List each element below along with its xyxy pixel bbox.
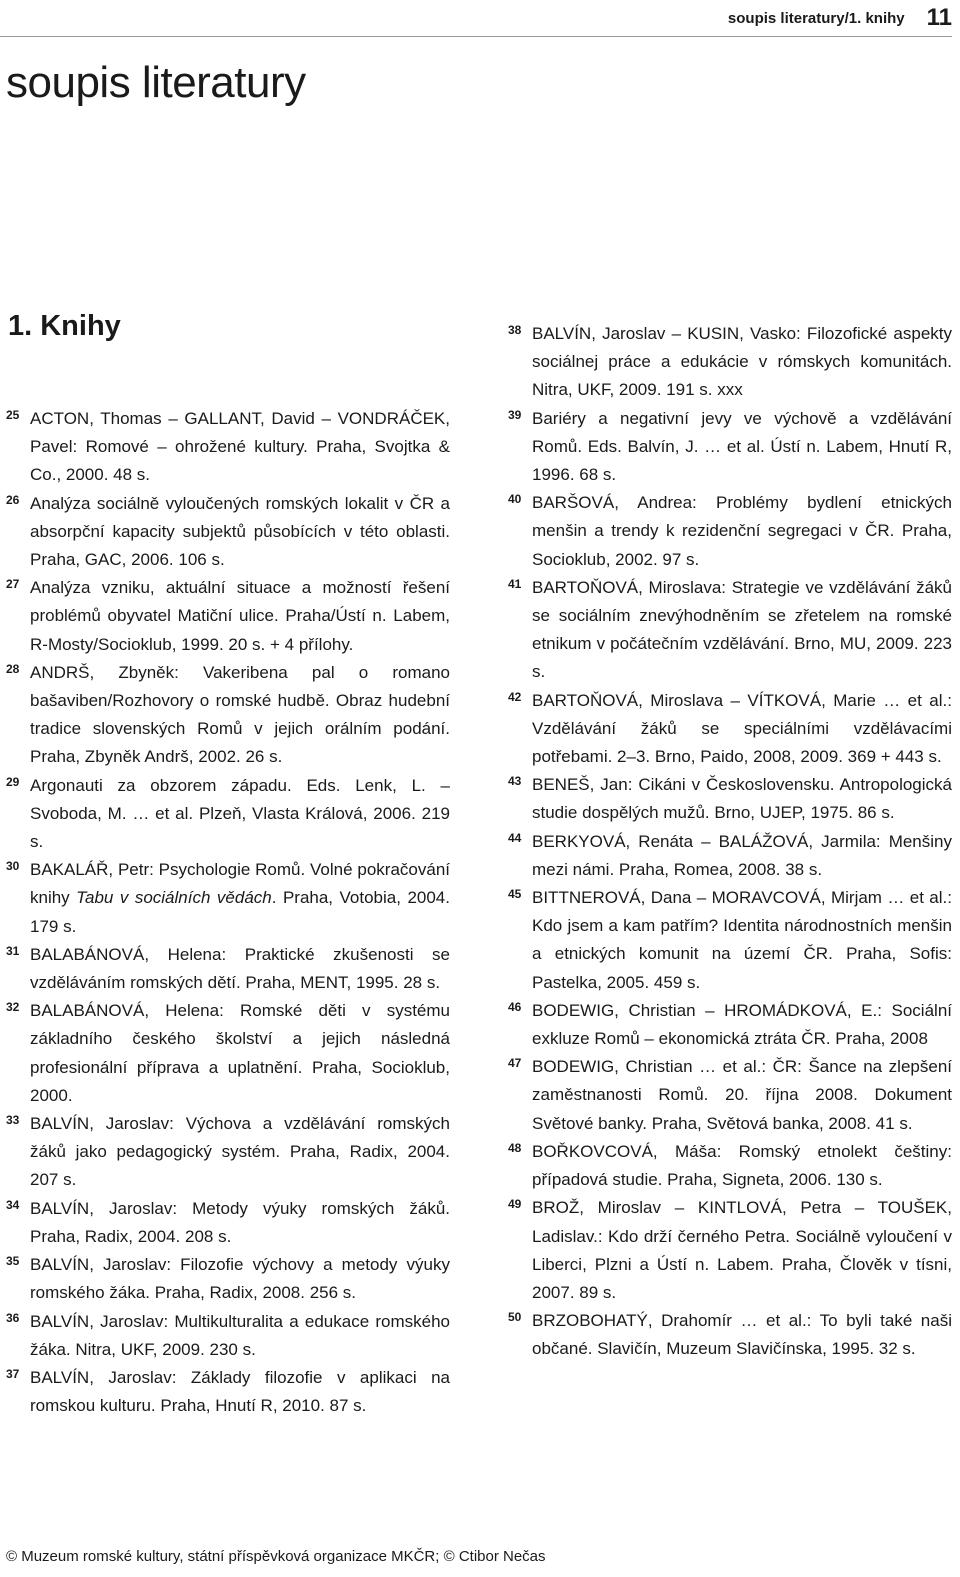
bibliography-entry [6,1364,450,1420]
entry-text: ACTON, Thomas – GALLANT, David – VONDRÁČEK, Pavel: Romové – ohrožené kultury. Praha, Svojtka & Co., 2000. 48 s. [30,409,450,485]
entry-number: 30 [6,859,20,874]
section-heading: 1. Knihy [8,310,121,342]
bibliography-entry [508,489,952,574]
entry-number: 26 [6,492,20,507]
bibliography-entry [6,1308,450,1364]
entry-number: 29 [6,774,20,789]
entry-text: BROŽ, Miroslav – KINTLOVÁ, Petra – TOUŠEK, Ladislav.: Kdo drží černého Petra. Sociálně vyloučení v Liberci, Plzni a Ústí n. Labem. Praha, Člověk v tísni, 2007. 89 s. [532,1198,952,1302]
entry-text: BRZOBOHATÝ, Drahomír … et al.: To byli také naši občané. Slavičín, Muzeum Slavičínska, 1995. 32 s. [532,1311,952,1359]
entry-number: 45 [508,887,522,902]
bibliography-entry [508,405,952,490]
entry-text: BODEWIG, Christian … et al.: ČR: Šance na zlepšení zaměstnanosti Romů. 20. října 2008. Dokument Světové banky. Praha, Světová banka, 2008. 41 s. [532,1057,952,1133]
entry-number: 43 [508,774,522,789]
bibliography-entry [508,771,952,827]
entry-text: BARTOŇOVÁ, Miroslava – VÍTKOVÁ, Marie … et al.: Vzdělávání žáků se speciálními vzdělávacími potřebami. 2–3. Brno, Paido, 2008, 2009. 369 + 443 s. [532,690,952,767]
entry-text: Analýza sociálně vyloučených romských lokalit v ČR a absorpční kapacity subjektů působících v této oblasti. Praha, GAC, 2006. 106 s. [30,493,450,570]
bibliography-entry [6,997,450,1110]
entry-text: BAKALÁŘ, Petr: Psychologie Romů. Volné pokračování knihy Tabu v sociálních vědách. Praha, Votobia, 2004. 179 s. [30,860,450,936]
entry-text: ANDRŠ, Zbyněk: Vakeribena pal o romano bašaviben/Rozhovory o romské hudbě. Obraz hudební tradice slovenských Romů v jejich orálním podání. Praha, Zbyněk Andrš, 2002. 26 s. [30,662,450,767]
bibliography-entry [6,1251,450,1307]
entry-text: BODEWIG, Christian – HROMÁDKOVÁ, E.: Sociální exkluze Romů – ekonomická ztráta ČR. Praha, 2008 [532,1000,952,1049]
bibliography-entry [508,1307,952,1363]
copyright-footer: © Muzeum romské kultury, státní příspěvková organizace MKČR; © Ctibor Nečas [6,1548,546,1565]
entry-number: 27 [6,577,20,592]
bibliography-entry [6,659,450,772]
bibliography-entry [508,574,952,687]
entry-text: BALVÍN, Jaroslav: Metody výuky romských žáků. Praha, Radix, 2004. 208 s. [30,1198,450,1246]
entry-text: BOŘKOVCOVÁ, Máša: Romský etnolekt češtiny: případová studie. Praha, Signeta, 2006. 130 s. [532,1141,952,1190]
entry-text: BENEŠ, Jan: Cikáni v Československu. Antropologická studie dospělých mužů. Brno, UJEP, 1975. 86 s. [532,775,952,823]
bibliography-entry [6,1110,450,1195]
entry-text: BALVÍN, Jaroslav: Filozofie výchovy a metody výuky romského žáka. Praha, Radix, 2008. 256 s. [30,1255,450,1303]
entry-number: 40 [508,492,522,507]
entry-text: BALABÁNOVÁ, Helena: Praktické zkušenosti se vzděláváním romských dětí. Praha, MENT, 1995. 28 s. [30,944,450,993]
entry-text: BITTNEROVÁ, Dana – MORAVCOVÁ, Mirjam … et al.: Kdo jsem a kam patřím? Identita národnostních menšin a etnických komunit na území ČR. Praha, Sofis: Pastelka, 2005. 459 s. [532,888,952,992]
bibliography-right-column [508,320,952,1364]
entry-text: Argonauti za obzorem západu. Eds. Lenk, L. – Svoboda, M. … et al. Plzeň, Vlasta Králová, 2006. 219 s. [30,775,450,852]
entry-text: BALVÍN, Jaroslav: Základy filozofie v aplikaci na romskou kulturu. Praha, Hnutí R, 2010. 87 s. [30,1367,450,1416]
page-header [0,0,952,37]
entry-number: 37 [6,1366,20,1381]
entry-number: 48 [508,1140,522,1155]
entry-number: 44 [508,830,522,845]
bibliography-left-column [6,405,450,1420]
entry-number: 32 [6,1000,20,1015]
bibliography-entry [508,828,952,884]
bibliography-entry [6,941,450,997]
entry-text: BALVÍN, Jaroslav – KUSIN, Vasko: Filozofické aspekty sociálnej práce a edukácie v rómskych komunitách. Nitra, UKF, 2009. 191 s. xxx [532,324,952,400]
entry-number: 28 [6,661,20,676]
entry-number: 35 [6,1254,20,1269]
entry-number: 41 [508,576,522,591]
entry-text: BALVÍN, Jaroslav: Výchova a vzdělávání romských žáků jako pedagogický systém. Praha, Radix, 2004. 207 s. [30,1114,450,1190]
entry-text: BARTOŇOVÁ, Miroslava: Strategie ve vzdělávání žáků se sociálním znevýhodněním se zřetelem na romské etnikum v počátečním vzdělávání. Brno, MU, 2009. 223 s. [532,577,952,682]
entry-text: Analýza vzniku, aktuální situace a možností řešení problémů obyvatel Matiční ulice. Praha/Ústí n. Labem, R-Mosty/Socioklub, 1999. 20 s. + 4 přílohy. [30,578,450,654]
bibliography-entry [508,1053,952,1138]
running-head: soupis literatury/1. knihy [727,9,905,27]
entry-number: 47 [508,1056,522,1071]
entry-number: 49 [508,1197,522,1212]
page-number: 11 [926,4,952,31]
entry-number: 50 [508,1310,522,1325]
bibliography-entry [6,1195,450,1251]
bibliography-entry [508,1138,952,1194]
bibliography-entry [6,490,450,575]
bibliography-entry [508,997,952,1053]
bibliography-entry [508,687,952,772]
bibliography-entry [6,856,450,941]
entry-text: BALVÍN, Jaroslav: Multikulturalita a edukace romského žáka. Nitra, UKF, 2009. 230 s. [30,1311,450,1359]
entry-text: Bariéry a negativní jevy ve výchově a vzdělávání Romů. Eds. Balvín, J. … et al. Ústí n. Labem, Hnutí R, 1996. 68 s. [532,408,952,485]
entry-number: 31 [6,943,20,958]
entry-number: 42 [508,689,522,704]
bibliography-entry [508,320,952,405]
entry-number: 33 [6,1113,20,1128]
bibliography-entry [6,574,450,659]
entry-number: 38 [508,323,522,337]
entry-number: 39 [508,407,522,422]
bibliography-entry [508,884,952,997]
entry-number: 34 [6,1197,20,1212]
bibliography-entry [6,405,450,490]
entry-text: BALABÁNOVÁ, Helena: Romské děti v systému základního českého školství a jejich následná profesionální příprava a uplatnění. Praha, Socioklub, 2000. [30,1001,450,1105]
entry-text: BERKYOVÁ, Renáta – BALÁŽOVÁ, Jarmila: Menšiny mezi námi. Praha, Romea, 2008. 38 s. [532,831,952,879]
entry-number: 36 [6,1310,20,1325]
page-title: soupis literatury [6,58,306,107]
entry-text: BARŠOVÁ, Andrea: Problémy bydlení etnických menšin a trendy k rezidenční segregaci v ČR. Praha, Socioklub, 2002. 97 s. [532,493,952,569]
entry-number: 46 [508,999,522,1014]
entry-number: 25 [6,408,20,422]
bibliography-entry [6,772,450,857]
bibliography-entry [508,1194,952,1307]
